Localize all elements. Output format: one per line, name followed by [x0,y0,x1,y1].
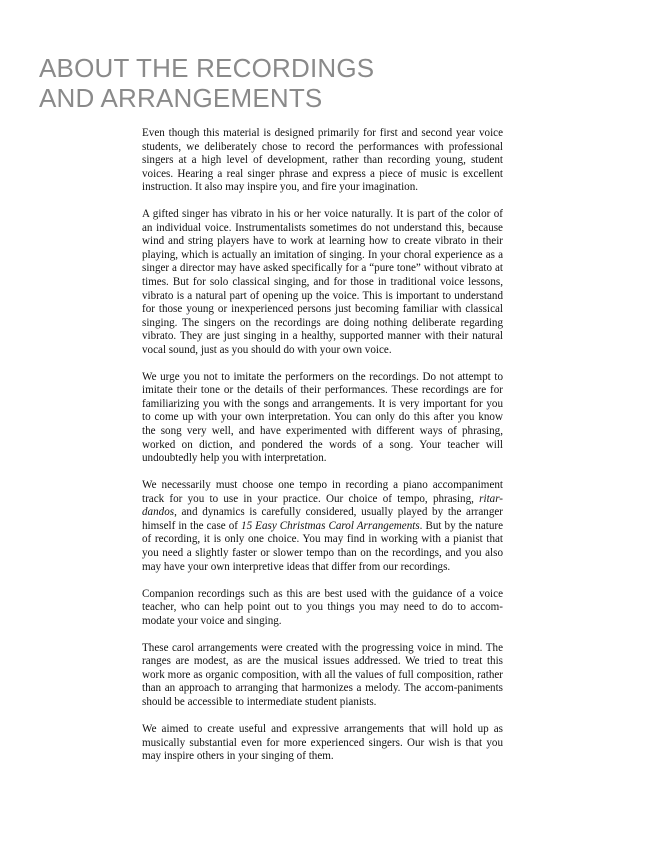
article-body [142,127,503,777]
page-title-line-1: ABOUT THE RECORDINGS [39,53,375,83]
paragraph-arrangements: These carol arrangements were created with the progressing voice in mind. The ranges are modest, as are the musical issues addressed. We tried to treat this work more as organic composition, with all the values of full composition, rather than an approach to arranging that harmonizes a melody. The accom-paniments should be accessible to intermediate student pianists. [142,641,503,708]
paragraph-singers: Even though this material is designed primarily for first and second year voice students, we deliberately chose to record the performances with professional singers at a high level of development, rather than recording young, student voices. Hearing a real singer phrase and express a piece of music is excellent instruction. It also may inspire you, and fire your imagination. [142,127,503,194]
paragraph-tempo-part-3: . But by the nature of recording, it is only one choice. You may find in working with a pianist that you need a slightly faster or slower tempo than on the recordings, and you also may have your own interpretive ideas that differ from our recordings. [142,519,503,573]
paragraph-companion: Companion recordings such as this are best used with the guidance of a voice teacher, who can help point out to you things you may need to do to accom-modate your voice and singing. [142,587,503,627]
paragraph-imitation: We urge you not to imitate the performers on the recordings. Do not attempt to imitate their tone or the details of their performances. These recordings are for familiarizing you with the songs and arrangements. It is very important for you to come up with your own interpretation. You can only do this after you know the song very well, and have experimented with different ways of phrasing, worked on diction, and pondered the words of a song. Your teacher will undoubtedly help you with interpretation. [142,370,503,465]
page-title [39,53,374,113]
paragraph-vibrato: A gifted singer has vibrato in his or her voice naturally. It is part of the color of an individual voice. Instrumentalists sometimes do not understand this, because wind and string players have to work at learning how to create vibrato in their playing, which is actually an imitation of singing. In your choral experience as a singer a director may have asked specifically for a “pure tone” without vibrato at times. But for solo classical singing, and for those in traditional voice lessons, vibrato is a natural part of opening up the voice. This is important to understand for those young or inexperienced persons just becoming familiar with classical singing. The singers on the recordings are doing nothing deliberate regarding vibrato. They are just singing in a healthy, supported manner with their natural vocal sound, just as you should do with your own voice. [142,208,503,356]
paragraph-tempo [142,479,503,574]
paragraph-aim: We aimed to create useful and expressive arrangements that will hold up as musically substantial even for more experienced singers. Our wish is that you may inspire others in your singing of them. [142,723,503,763]
paragraph-tempo-part-1: We necessarily must choose one tempo in recording a piano accompaniment track for you to use in your practice. Our choice of tempo, phrasing, [142,479,503,505]
italic-term-ritardandos: ritar-dandos [142,492,503,519]
page-title-line-2: AND ARRANGEMENTS [39,83,323,113]
paragraph-tempo-part-2: , and dynamics is carefully considered, usually played by the arranger himself in the case of [142,506,503,532]
italic-book-title: 15 Easy Christmas Carol Arrangements [241,519,420,532]
